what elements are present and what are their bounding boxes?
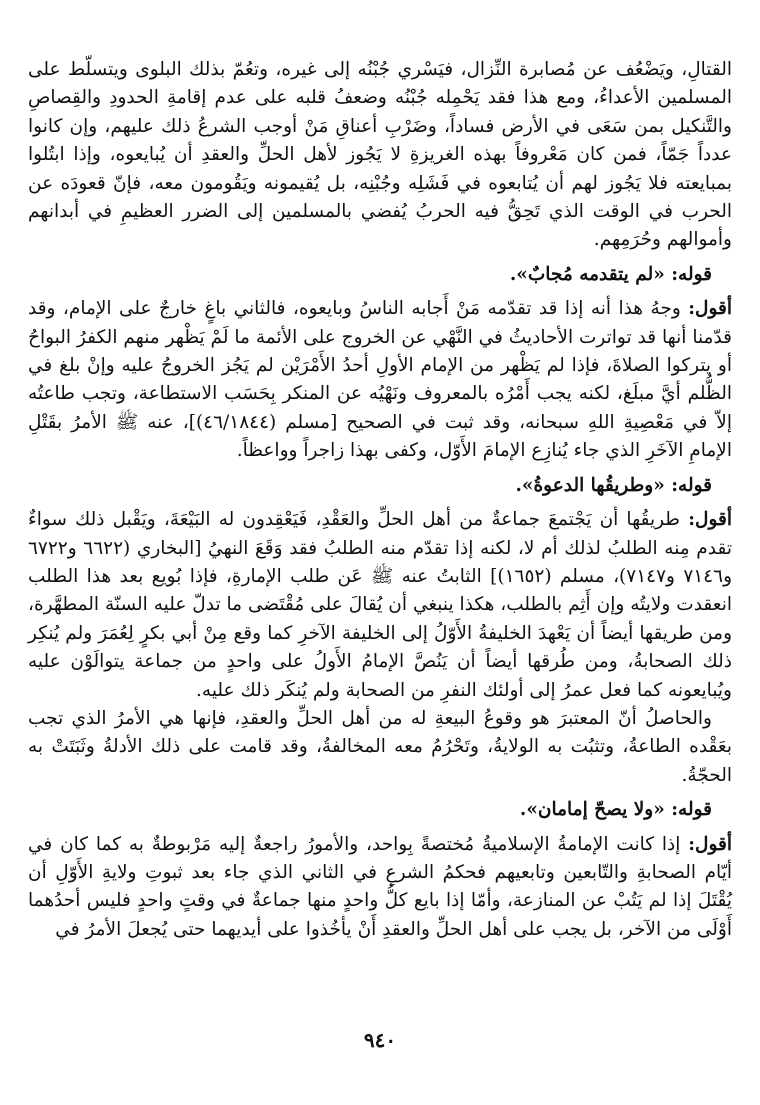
page-number: ٩٤٠ <box>363 1028 397 1052</box>
paragraph-text: وجهُ هذا أنه إذا قد تقدّمه مَنْ أَجابه الناسُ وبايعوه، فالثاني باغٍ خارجٌ على الإمام، وقد قدّمنا أنها قد تواترت الأحاديثُ في النَّهْي عن الخروج على الأئمة ما لَمْ يَظْهر منهم الكفرُ البواحُ أو يتركوا الصلاةَ، فإذا لم يَظْهر من الإمام الأولِ أحدُ الأَمْرَيْن لم يَجُز الخروجُ عليه وإنْ بلغ في الظُّلم أيَّ مبلَغ، لكنه يجب أَمْرُه بالمعروف ونَهْيُه عن المنكر بِحَسَب الاستطاعة، وتجب طاعتُه إلاّ في مَعْصِيةِ اللهِ سبحانه، وقد ثبت في الصحيح [مسلم (٤٦/١٨٤٤)]، عنه ﷺ الأمرُ بقَتْلِ الإمامِ الآخَرِ الذي جاء يُنازِع الإمامَ الأَوّل، وكفى بهذا زاجراً وواعظاً. <box>28 298 732 462</box>
page-body <box>28 56 732 944</box>
paragraph-text: إذا كانت الإمامةُ الإسلاميةُ مُختصةً بِواحد، والأمورُ راجعةٌ إليه مَرْبوطةٌ به كما كان في أيّام الصحابةِ والتّابعين وتابعيهم فحكمُ الشرعِ في الثاني الذي جاء بعد ثبوتِ ولايةِ الأَوّلِ أن يُقْتَلَ إذا لم يَتُبْ عن المنازعة، وأمّا إذا بايع كلُّ واحدٍ منها جماعةٌ في وقتٍ واحدٍ فليس أحدُهما أَوْلَى من الآخر، بل يجب على أهل الحلِّ والعقدِ أَنْ يأخُذوا على أيديهما حتى يُجعلَ الأمرُ في <box>28 833 732 940</box>
section-heading-method: قوله: «وطريقُها الدعوةُ». <box>515 474 712 496</box>
paragraph-method <box>28 506 732 705</box>
paragraph-lead: أقول: <box>688 509 732 531</box>
paragraph-continuation: القتالِ، ويَضْعُف عن مُصابرة النِّزال، فيَسْري جُبْنُه إلى غيره، وتعُمّ بذلك البلوى ويتسلّط على المسلمين الأعداءُ، ومع هذا فقد يَحْمِله جُبْنُه وضعفُ قلبه على عدم إقامةِ الحدودِ والقِصاصِ والتَّنكيل بمن سَعَى في الأرض فساداً، وضَرْبِ أعناقِ مَنْ أوجب الشرعُ ذلك عليهم، وإن كانوا عدداً جَمّاً، فمن كان مَعْروفاً بهذه الغريزةِ لا يَجُوز لأهل الحلِّ والعقدِ أن يُبايعوه، وإذا ابتُلوا بمبايعته فلا يَجُوز لهم أن يُتابعوه في فَشَلِه وجُبْنِه، بل يُقيمونه ويَقُومون معه، فإنّ قعودَه عن الحرب في الوقت الذي تَحِقُّ فيه الحربُ يُفضي بالمسلمين إلى الضرر العظيمِ في أبدانهم وأموالهم وحُرَمِهم. <box>28 59 732 251</box>
paragraph-lead: أقول: <box>688 298 732 320</box>
paragraph-first-imam <box>28 295 732 465</box>
paragraph-two-imams <box>28 831 732 945</box>
section-heading-two-imams: قوله: «ولا يصحّ إمامان». <box>519 799 712 821</box>
section-heading-first-imam: قوله: «لم يتقدمه مُجابٌ». <box>509 263 712 285</box>
paragraph-text: طريقُها أن يَجْتمعَ جماعةٌ من أهل الحلِّ والعَقْدِ، فَيَعْقِدون له البَيْعَةَ، ويَقْبل ذلك سواءٌ تقدم مِنه الطلبُ لذلك أم لا، لكنه إذا تقدّم منه الطلبُ فقد وَقَعَ النهيُ [البخاري (٦٦٢٢ و٦٧٢٢ و٧١٤٦ و٧١٤٧)، مسلم (١٦٥٢)] الثابتُ عنه ﷺ عَن طلب الإمارةِ، فإذا بُويع بعد هذا الطلب انعقدت ولايتُه وإن أَثِم بالطلب، هكذا ينبغي أن يُقالَ على مُقْتَضى ما تدلّ عليه السنّة المطهَّرة، ومن طريقها أيضاً أن يَعْهدَ الخليفةُ الأَوّلُ إلى الخليفة الآخرِ كما وقع مِنْ أبي بكرٍ لِعُمَرَ ولم يُنكِر ذلك الصحابةُ، ومن طُرقها أيضاً أن يَنُصَّ الإمامُ الأَولُ على واحدٍ من جماعة يتوالَوْن عليه ويُبايعونه كما فعل عمرُ إلى أولئك النفرِ من الصحابة ولم يُنكَر ذلك عليه. <box>28 509 732 701</box>
paragraph-conclusion: والحاصلُ أنّ المعتبرَ هو وقوعُ البيعةِ له من أهل الحلِّ والعقدِ، فإنها هي الأمرُ الذي تجب بعَقْده الطاعةُ، وتثبُت به الولايةُ، وتَحْرُمُ معه المخالفةُ، وقد قامت على ذلك الأدلةُ وثَبَتَتْ به الحجّةُ. <box>28 707 732 786</box>
paragraph-lead: أقول: <box>688 833 732 855</box>
